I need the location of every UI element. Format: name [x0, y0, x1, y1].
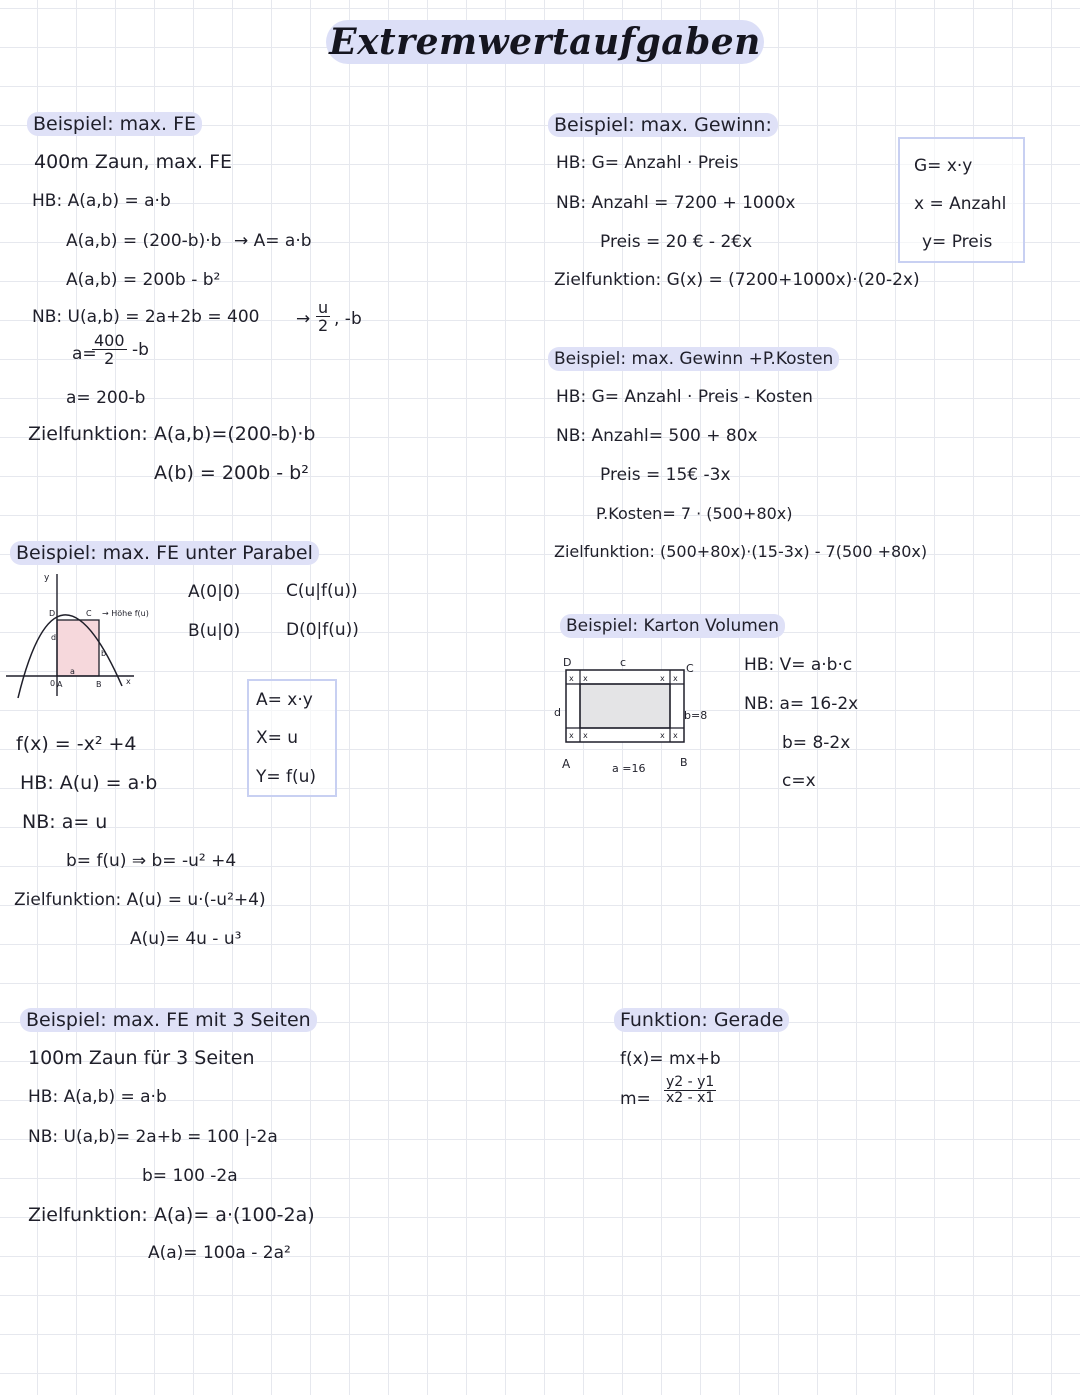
fence-target-function-2: A(b) = 200b - b²	[154, 462, 309, 484]
graph-label-hoehe: → Höhe f(u)	[102, 609, 149, 618]
line-slope-label: m=	[620, 1089, 651, 1109]
carton-label-a-upper: A	[562, 757, 571, 771]
fence-line-3: A(a,b) = (200-b)·b	[66, 231, 222, 251]
profit-nb: NB: Anzahl = 7200 + 1000x	[556, 193, 796, 213]
parabola-function: f(x) = -x² +4	[16, 733, 137, 755]
line-heading: Funktion: Gerade	[614, 1008, 789, 1032]
line-function: f(x)= mx+b	[620, 1049, 721, 1069]
profit-hb: HB: G= Anzahl · Preis	[556, 153, 739, 173]
fence-line-4: A(a,b) = 200b - b²	[66, 270, 221, 290]
profit-box-line-1: G= x·y	[914, 156, 973, 176]
three-line-4: b= 100 -2a	[142, 1166, 238, 1186]
carton-x-1: x	[569, 674, 574, 683]
line-slope-fraction	[664, 1075, 716, 1106]
graph-label-a-lower: a	[70, 667, 75, 676]
three-target-function-2: A(a)= 100a - 2a²	[148, 1243, 291, 1263]
graph-label-c: C	[86, 609, 92, 618]
fence-line-3-arrow: → A= a·b	[234, 231, 312, 251]
profit-box-line-3: y= Preis	[922, 232, 993, 252]
carton-x-5: x	[569, 731, 574, 740]
graph-label-a-upper: A	[57, 680, 63, 689]
fence-heading: Beispiel: max. FE	[27, 112, 202, 136]
fence-line-2: HB: A(a,b) = a·b	[32, 191, 171, 211]
carton-x-4: x	[673, 674, 678, 683]
parabola-hb: HB: A(u) = a·b	[20, 772, 158, 794]
graph-label-b-lower: b	[101, 649, 107, 658]
parabola-box-line-3: Y= f(u)	[256, 767, 317, 787]
parabola-heading: Beispiel: max. FE unter Parabel	[10, 541, 319, 565]
volume-nb: NB: a= 16-2x	[744, 694, 859, 714]
carton-x-8: x	[673, 731, 678, 740]
page-title: Extremwertaufgaben	[326, 20, 764, 64]
carton-x-6: x	[583, 731, 588, 740]
line-slope-den: x2 - x1	[666, 1090, 715, 1106]
profit2-heading: Beispiel: max. Gewinn +P.Kosten	[548, 347, 839, 371]
parabola-point-a: A(0|0)	[188, 582, 241, 602]
parabola-point-c: C(u|f(u))	[286, 581, 358, 601]
volume-heading: Beispiel: Karton Volumen	[560, 614, 785, 638]
fence-line-5-arrow: →	[296, 309, 311, 329]
profit-preis: Preis = 20 € - 2€x	[600, 232, 753, 252]
carton-label-d-lower: d	[554, 706, 561, 719]
fence-fraction	[92, 332, 127, 367]
carton-label-b8: b=8	[684, 709, 708, 722]
carton-label-d-upper: D	[563, 656, 572, 669]
profit2-hb: HB: G= Anzahl · Preis - Kosten	[556, 387, 813, 407]
graph-label-b-upper: B	[96, 680, 102, 689]
fence-u-half-num: u	[318, 298, 329, 317]
fence-fraction-num: 400	[94, 331, 125, 350]
profit-box-line-2: x = Anzahl	[914, 194, 1007, 214]
parabola-box-line-1: A= x·y	[256, 690, 313, 710]
carton-label-a16: a =16	[612, 762, 646, 775]
carton-label-b-upper: B	[680, 756, 688, 769]
fence-u-half	[316, 299, 330, 334]
fence-line-1: 400m Zaun, max. FE	[34, 151, 233, 173]
fence-fraction-den: 2	[104, 349, 115, 368]
parabola-nb: NB: a= u	[22, 811, 108, 833]
parabola-line-4: b= f(u) ⇒ b= -u² +4	[66, 851, 237, 871]
profit-target-function: Zielfunktion: G(x) = (7200+1000x)·(20-2x)	[554, 270, 920, 290]
graph-label-o: 0	[50, 679, 56, 688]
three-heading: Beispiel: max. FE mit 3 Seiten	[20, 1008, 317, 1032]
profit2-kosten: P.Kosten= 7 · (500+80x)	[596, 504, 793, 523]
profit2-target-function: Zielfunktion: (500+80x)·(15-3x) - 7(500 +80x)	[554, 542, 928, 561]
graph-x: x	[126, 677, 131, 686]
profit2-nb: NB: Anzahl= 500 + 80x	[556, 426, 758, 446]
volume-c: c=x	[782, 771, 816, 791]
graph-label-d-lower: d	[51, 633, 57, 642]
three-line-1: 100m Zaun für 3 Seiten	[28, 1047, 255, 1069]
graph-y: y	[44, 573, 50, 583]
fence-line-6-pre: a=	[72, 344, 97, 364]
carton-x-3: x	[660, 674, 665, 683]
carton-x-2: x	[583, 674, 588, 683]
parabola-point-b: B(u|0)	[188, 621, 241, 641]
volume-b: b= 8-2x	[782, 733, 851, 753]
profit-heading: Beispiel: max. Gewinn:	[548, 113, 778, 137]
graph-label-d-upper: D	[49, 609, 56, 618]
fence-line-5: NB: U(a,b) = 2a+2b = 400	[32, 307, 260, 327]
fence-target-function: Zielfunktion: A(a,b)=(200-b)·b	[28, 423, 316, 445]
three-line-2: HB: A(a,b) = a·b	[28, 1087, 167, 1107]
line-slope-num: y2 - y1	[666, 1074, 715, 1090]
carton-inner	[580, 684, 670, 728]
fence-u-half-den: 2	[317, 316, 329, 335]
parabola-target-function: Zielfunktion: A(u) = u·(-u²+4)	[14, 890, 266, 910]
fence-line-7: a= 200-b	[66, 388, 146, 408]
carton-label-c-upper: C	[686, 662, 694, 675]
carton-x-7: x	[660, 731, 665, 740]
parabola-graph	[4, 568, 184, 708]
fence-line-5-tail: , -b	[334, 309, 362, 329]
parabola-point-d: D(0|f(u))	[286, 620, 359, 640]
carton-label-c-lower: c	[620, 656, 627, 669]
parabola-box-line-2: X= u	[256, 728, 299, 748]
three-line-3: NB: U(a,b)= 2a+b = 100 |-2a	[28, 1127, 278, 1147]
three-target-function: Zielfunktion: A(a)= a·(100-2a)	[28, 1204, 315, 1226]
volume-hb: HB: V= a·b·c	[744, 655, 853, 675]
carton-diagram	[548, 656, 708, 776]
parabola-target-function-2: A(u)= 4u - u³	[130, 929, 242, 949]
fence-line-6-post: -b	[132, 340, 149, 360]
parabola-rectangle	[57, 620, 99, 676]
profit2-preis: Preis = 15€ -3x	[600, 465, 731, 485]
